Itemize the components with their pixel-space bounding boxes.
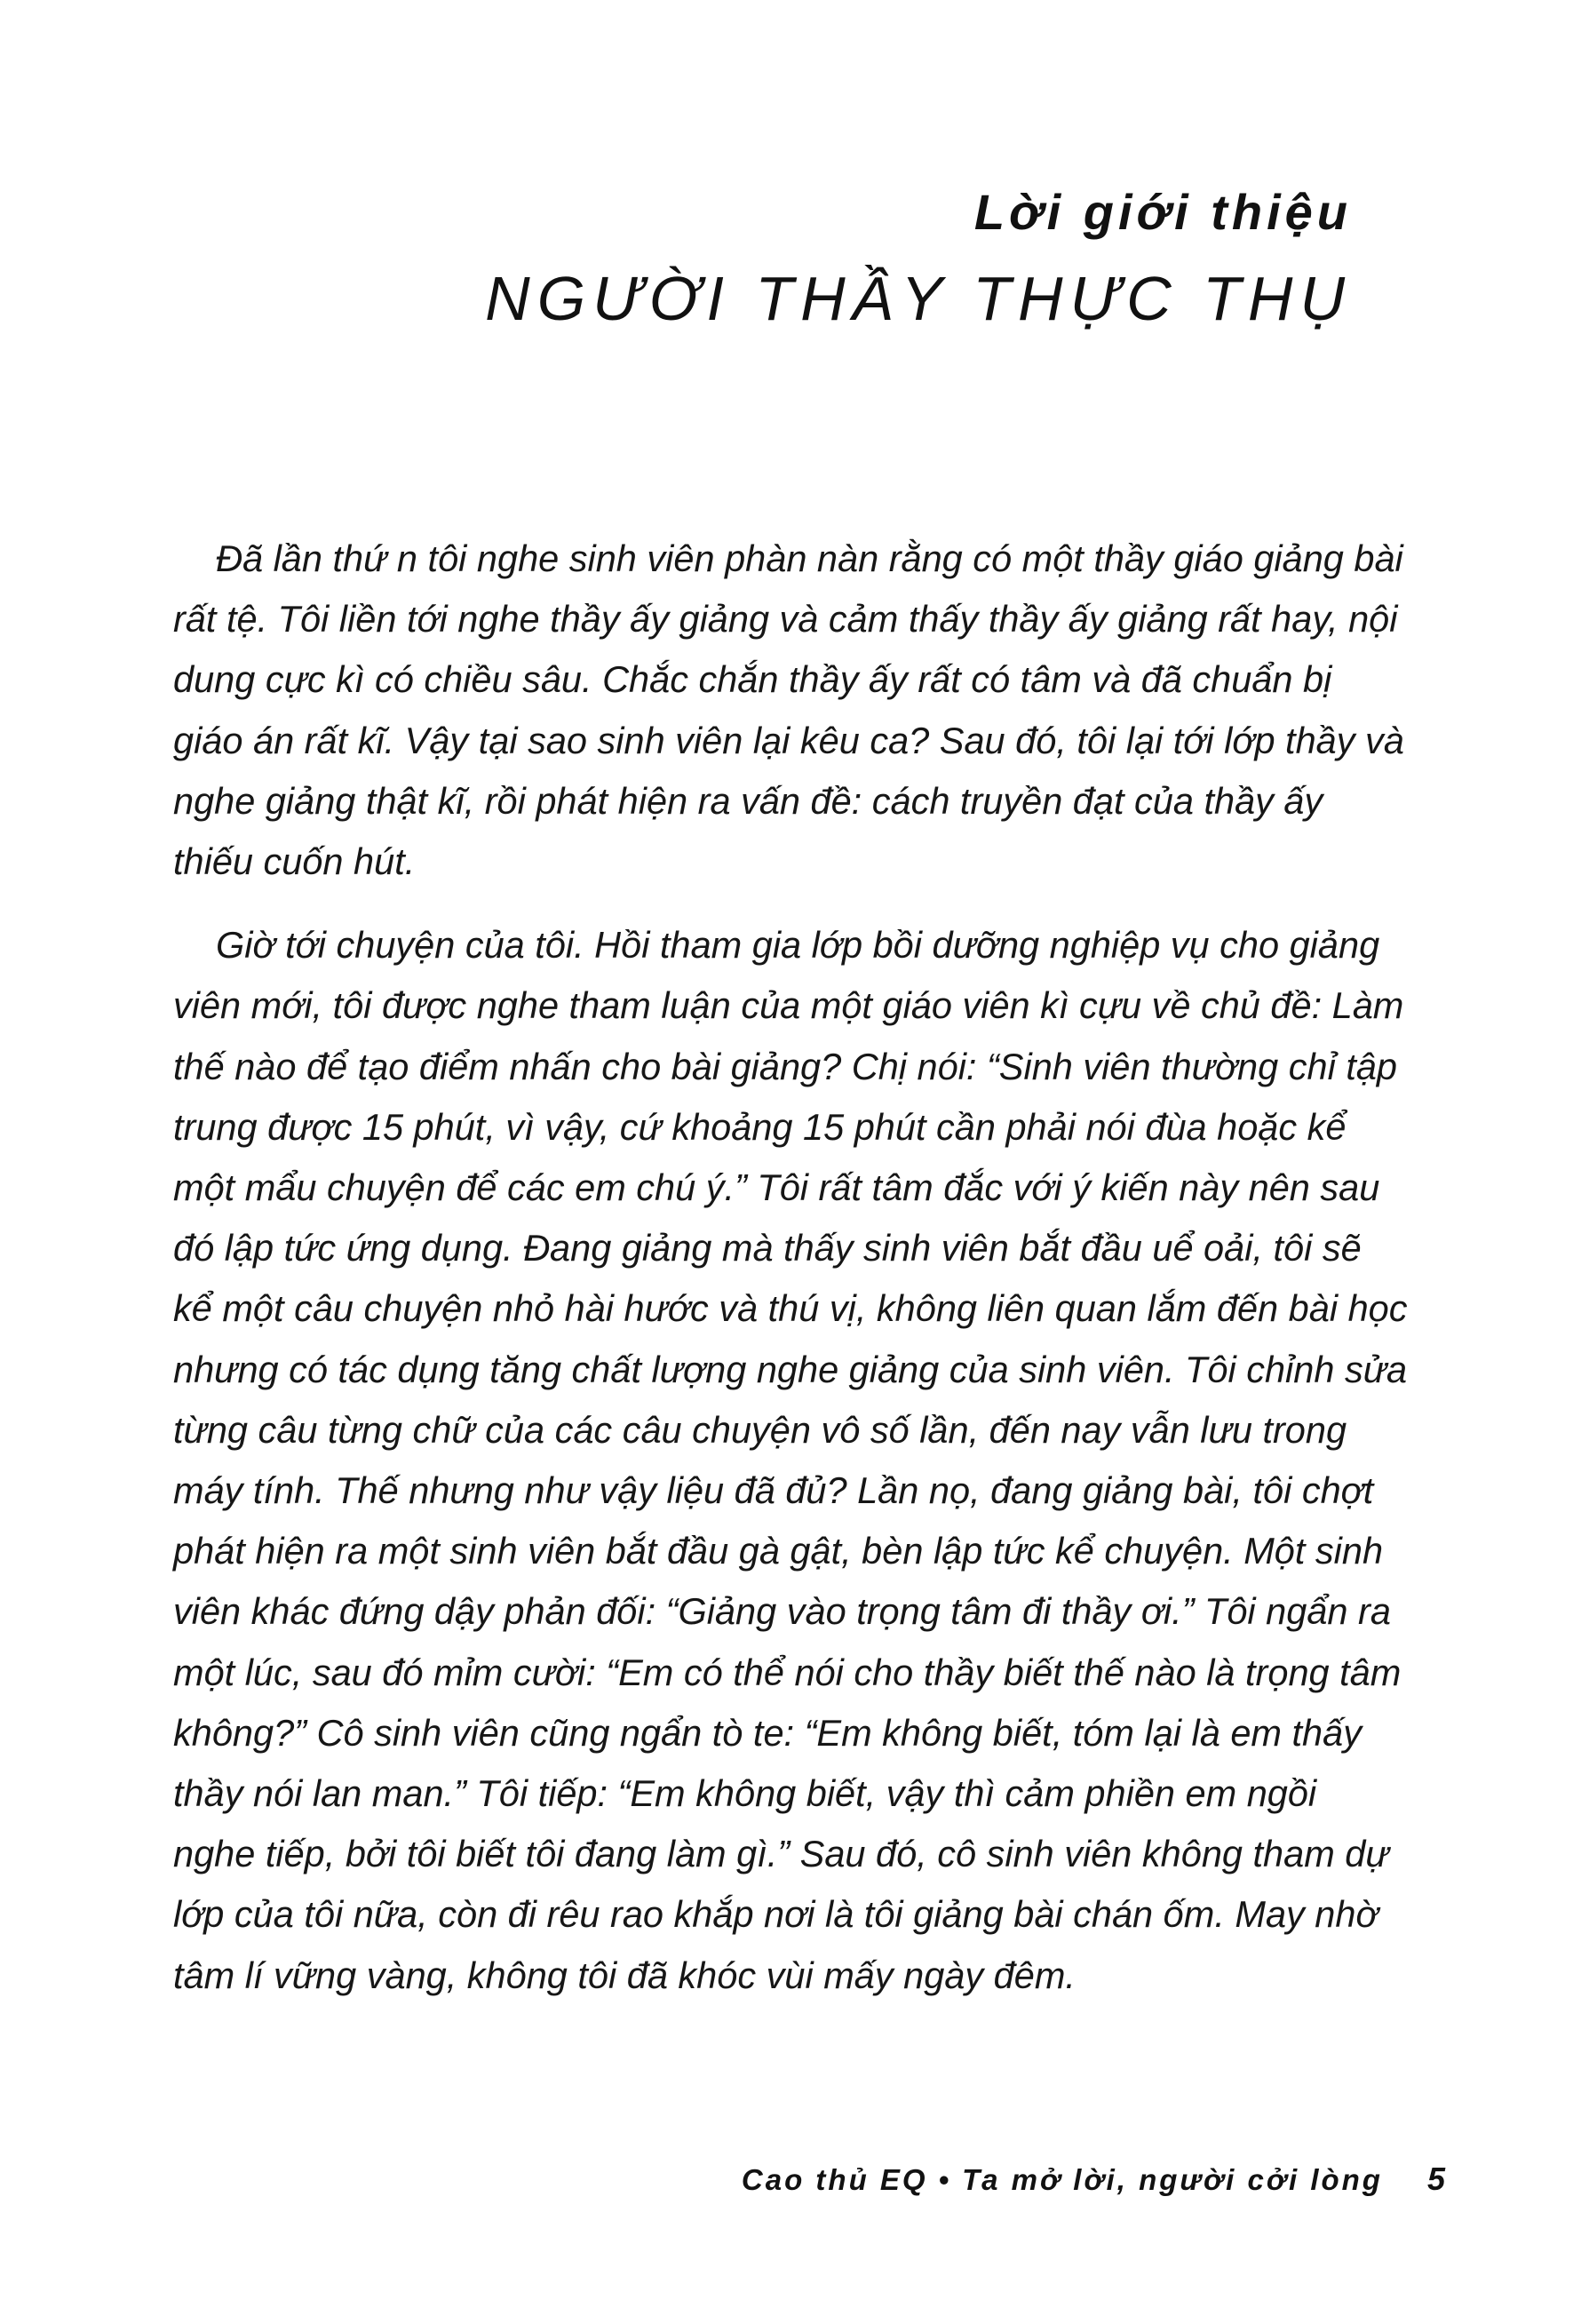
paragraph-2: Giờ tới chuyện của tôi. Hồi tham gia lớp bồi dưỡng nghiệp vụ cho giảng viên mới, tôi được nghe tham luận của một giáo viên kì cựu về chủ đề: Làm thế nào để tạo điểm nhấn cho bài giảng? Chị nói: “Sinh viên thường chỉ tập trung được 15 phút, vì vậy, cứ khoảng 15 phút cần phải nói đùa hoặc kể một mẩu chuyện để các em chú ý.” Tôi rất tâm đắc với ý kiến này nên sau đó lập tức ứng dụng. Đang giảng mà thấy sinh viên bắt đầu uể oải, tôi sẽ kể một câu chuyện nhỏ hài hước và thú vị, không liên quan lắm đến bài học nhưng có tác dụng tăng chất lượng nghe giảng của sinh viên. Tôi chỉnh sửa từng câu từng chữ của các câu chuyện vô số lần, đến nay vẫn lưu trong máy tính. Thế nhưng như vậy liệu đã đủ? Lần nọ, đang giảng bài, tôi chợt phát hiện ra một sinh viên bắt đầu gà gật, bèn lập tức kể chuyện. Một sinh viên khác đứng dậy phản đối: “Giảng vào trọng tâm đi thầy ơi.” Tôi ngẩn ra một lúc, sau đó mỉm cười: “Em có thể nói cho thầy biết thế nào là trọng tâm không?” Cô sinh viên cũng ngẩn tò te: “Em không biết, tóm lại là em thấy thầy nói lan man.” Tôi tiếp: “Em không biết, vậy thì cảm phiền em ngồi nghe tiếp, bởi tôi biết tôi đang làm gì.” Sau đó, cô sinh viên không tham dự lớp của tôi nữa, còn đi rêu rao khắp nơi là tôi giảng bài chán ốm. May nhờ tâm lí vững vàng, không tôi đã khóc vùi mấy ngày đêm. xyxy=(173,924,1408,1996)
body-text xyxy=(173,529,1408,2006)
page-number: 5 xyxy=(1426,2161,1448,2197)
footer-separator: • xyxy=(938,2163,952,2196)
running-footer xyxy=(742,2161,1448,2198)
chapter-title: NGƯỜI THẦY THỰC THỤ xyxy=(485,264,1352,334)
chapter-header xyxy=(485,182,1352,336)
chapter-subtitle: Lời giới thiệu xyxy=(973,184,1352,240)
footer-book-title: Cao thủ EQ xyxy=(741,2163,928,2196)
footer-book-subtitle: Ta mở lời, người cởi lòng xyxy=(962,2163,1383,2196)
paragraph-1: Đã lần thứ n tôi nghe sinh viên phàn nàn rằng có một thầy giáo giảng bài rất tệ. Tôi liền tới nghe thầy ấy giảng và cảm thấy thầy ấy giảng rất hay, nội dung cực kì có chiều sâu. Chắc chắn thầy ấy rất có tâm và đã chuẩn bị giáo án rất kĩ. Vậy tại sao sinh viên lại kêu ca? Sau đó, tôi lại tới lớp thầy và nghe giảng thật kĩ, rồi phát hiện ra vấn đề: cách truyền đạt của thầy ấy thiếu cuốn hút. xyxy=(173,537,1404,883)
